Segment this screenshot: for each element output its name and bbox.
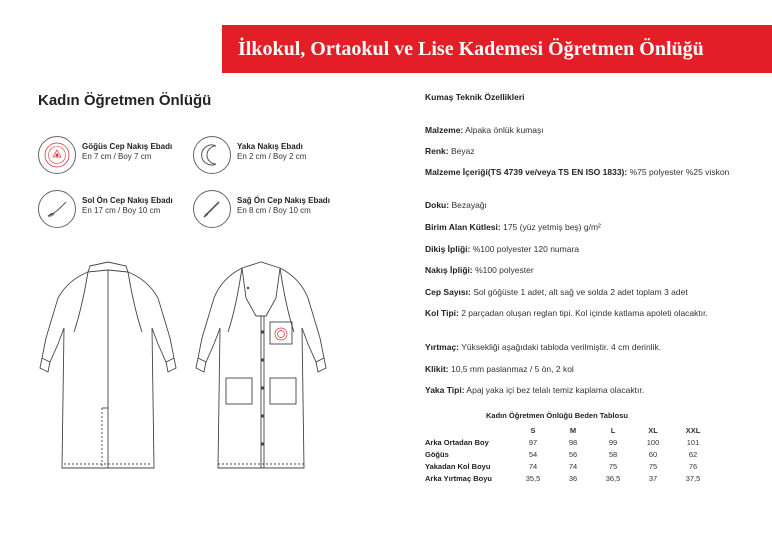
spec-label: Doku: (425, 200, 450, 210)
crescent-icon (193, 136, 231, 174)
section-title: Kadın Öğretmen Önlüğü (38, 92, 212, 109)
table-cell: 98 (568, 437, 578, 447)
table-row (425, 436, 713, 448)
table-row (425, 472, 713, 484)
embroidery-label: Sağ Ön Cep Nakış Ebadı (237, 196, 330, 205)
spec-label: Yaka Tipi: (425, 385, 465, 395)
spec-value: Yüksekliği aşağıdaki tabloda verilmiştir. 4 cm derinlik. (459, 342, 662, 352)
row-label: Arka Yırtmaç Boyu (425, 473, 492, 483)
embroidery-label: Yaka Nakış Ebadı (237, 142, 303, 151)
table-cell: 58 (608, 449, 618, 459)
size-column-header: XL (648, 425, 658, 435)
size-column-header: S (530, 425, 536, 435)
table-row (425, 448, 713, 460)
table-row (425, 460, 713, 472)
table-cell: 35,5 (525, 473, 541, 483)
pen-icon (193, 190, 231, 228)
embroidery-size: En 7 cm / Boy 7 cm (82, 152, 152, 161)
spec-item-embroidery-thread (425, 264, 760, 276)
spec-label: Kol Tipi: (425, 308, 459, 318)
table-cell: 54 (528, 449, 538, 459)
embroidery-label: Sol Ön Cep Nakış Ebadı (82, 196, 173, 205)
row-label: Göğüs (425, 449, 449, 459)
spec-item-sewing-thread (425, 243, 760, 255)
embroidery-item-collar (193, 136, 306, 174)
row-label: Yakadan Kol Boyu (425, 461, 491, 471)
table-cell: 60 (648, 449, 658, 459)
embroidery-item-right-pocket (193, 190, 330, 228)
banner-title: İlkokul, Ortaokul ve Lise Kademesi Öğretmen Önlüğü (238, 37, 704, 60)
spec-label: Yırtmaç: (425, 342, 460, 352)
embroidery-size: En 17 cm / Boy 10 cm (82, 206, 161, 215)
table-cell: 37 (648, 473, 658, 483)
embroidery-item-chest-pocket (38, 136, 172, 174)
spec-label: Dikiş İpliği: (425, 244, 471, 254)
spec-item-pocket-count (425, 286, 760, 298)
specs-title: Kumaş Teknik Özellikleri (425, 92, 525, 102)
spec-value: %100 polyester 120 numara (470, 244, 580, 254)
spec-value: Alpaka önlük kumaşı (463, 125, 544, 135)
table-cell: 100 (646, 437, 660, 447)
spec-value: Sol göğüste 1 adet, alt sağ ve solda 2 adet toplam 3 adet (470, 287, 688, 297)
size-column-header: XXL (685, 425, 701, 435)
spec-label: Malzeme: (425, 125, 464, 135)
table-cell: 75 (648, 461, 658, 471)
ministry-logo-icon (38, 136, 76, 174)
size-table (425, 424, 713, 484)
size-table-header (425, 424, 713, 436)
spec-item-material (425, 124, 760, 136)
spec-label: Malzeme İçeriği(TS 4739 ve/veya TS EN ISO 1833): (425, 167, 628, 177)
pen-icon (38, 190, 76, 228)
row-label: Arka Ortadan Boy (425, 437, 489, 447)
embroidery-item-left-pocket (38, 190, 173, 228)
spec-item-color (425, 145, 760, 157)
spec-item-collar-type (425, 384, 760, 396)
spec-label: Birim Alan Kütlesi: (425, 222, 501, 232)
table-cell: 75 (608, 461, 618, 471)
table-cell: 36,5 (605, 473, 621, 483)
table-cell: 74 (568, 461, 578, 471)
table-cell: 37,5 (685, 473, 701, 483)
size-column-header: L (610, 425, 616, 435)
spec-value: Bezayağı (449, 200, 487, 210)
size-column-header: M (569, 425, 577, 435)
spec-value: Apaj yaka içi bez telalı temiz kaplama olacaktır. (464, 385, 645, 395)
spec-item-weave (425, 199, 760, 211)
spec-value: 175 (yüz yetmiş beş) g/m² (500, 222, 601, 232)
table-cell: 76 (688, 461, 698, 471)
coat-front-illustration (186, 258, 336, 480)
table-cell: 99 (608, 437, 618, 447)
spec-label: Nakış İpliği: (425, 265, 473, 275)
embroidery-label: Göğüs Cep Nakış Ebadı (82, 142, 173, 151)
size-table-title: Kadın Öğretmen Önlüğü Beden Tablosu (486, 411, 628, 420)
embroidery-size: En 8 cm / Boy 10 cm (237, 206, 311, 215)
spec-item-snaps (425, 363, 760, 375)
spec-item-sleeve-type (425, 307, 760, 319)
table-cell: 101 (686, 437, 700, 447)
spec-value: 10,5 mm paslanmaz / 5 ön, 2 kol (448, 364, 574, 374)
spec-value: 2 parçadan oluşan reglan tipi. Kol içinde katlama apoleti olacaktır. (458, 308, 708, 318)
page-banner (222, 25, 772, 73)
table-cell: 56 (568, 449, 578, 459)
table-cell: 36 (568, 473, 578, 483)
coat-back-illustration (28, 258, 188, 480)
spec-value: %75 polyester %25 viskon (627, 167, 730, 177)
spec-item-weight (425, 221, 760, 233)
spec-item-slit (425, 341, 760, 353)
table-cell: 97 (528, 437, 538, 447)
spec-value: %100 polyester (472, 265, 534, 275)
spec-label: Renk: (425, 146, 449, 156)
spec-label: Cep Sayısı: (425, 287, 471, 297)
spec-item-content (425, 166, 760, 178)
spec-label: Klikit: (425, 364, 449, 374)
embroidery-size: En 2 cm / Boy 2 cm (237, 152, 307, 161)
table-cell: 74 (528, 461, 538, 471)
table-cell: 62 (688, 449, 698, 459)
spec-value: Beyaz (448, 146, 475, 156)
